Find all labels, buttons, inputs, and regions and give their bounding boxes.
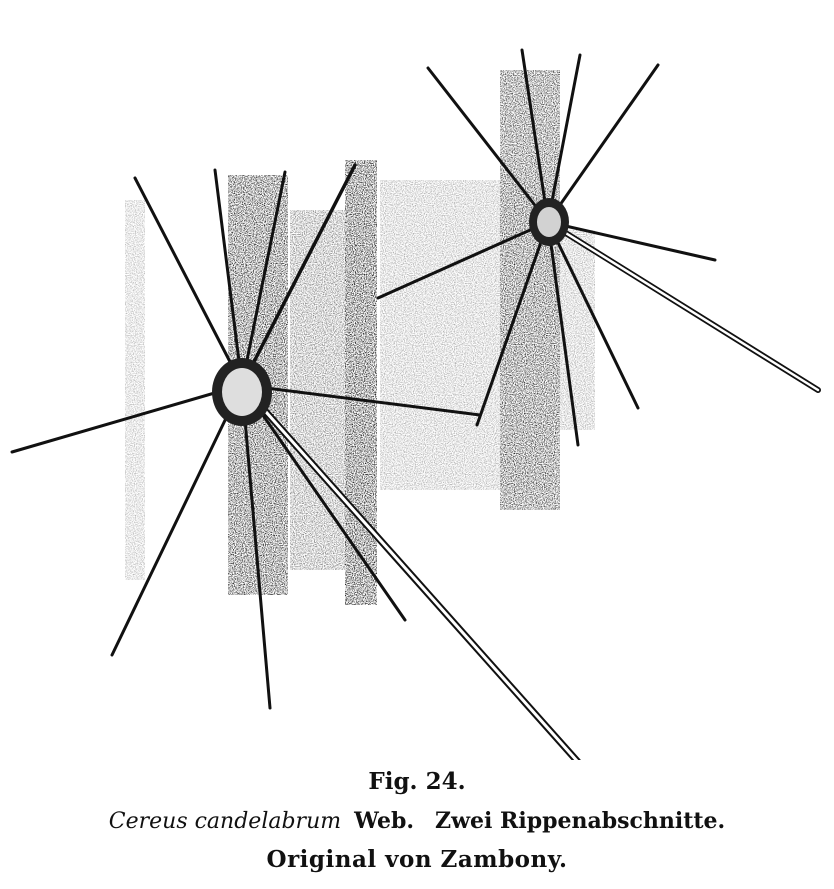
cactus-areole-icon bbox=[212, 358, 272, 426]
figure-description bbox=[0, 808, 834, 834]
description-text: Zwei Rippenabschnitte. bbox=[435, 808, 726, 834]
figure-credit: Original von Zambony. bbox=[266, 846, 568, 873]
species-author: Web. bbox=[354, 808, 415, 834]
rib-shading bbox=[125, 70, 595, 605]
cactus-areole-icon bbox=[529, 198, 569, 246]
figure-label: Fig. 24. bbox=[368, 768, 466, 795]
species-name: Cereus candelabrum bbox=[108, 809, 342, 834]
